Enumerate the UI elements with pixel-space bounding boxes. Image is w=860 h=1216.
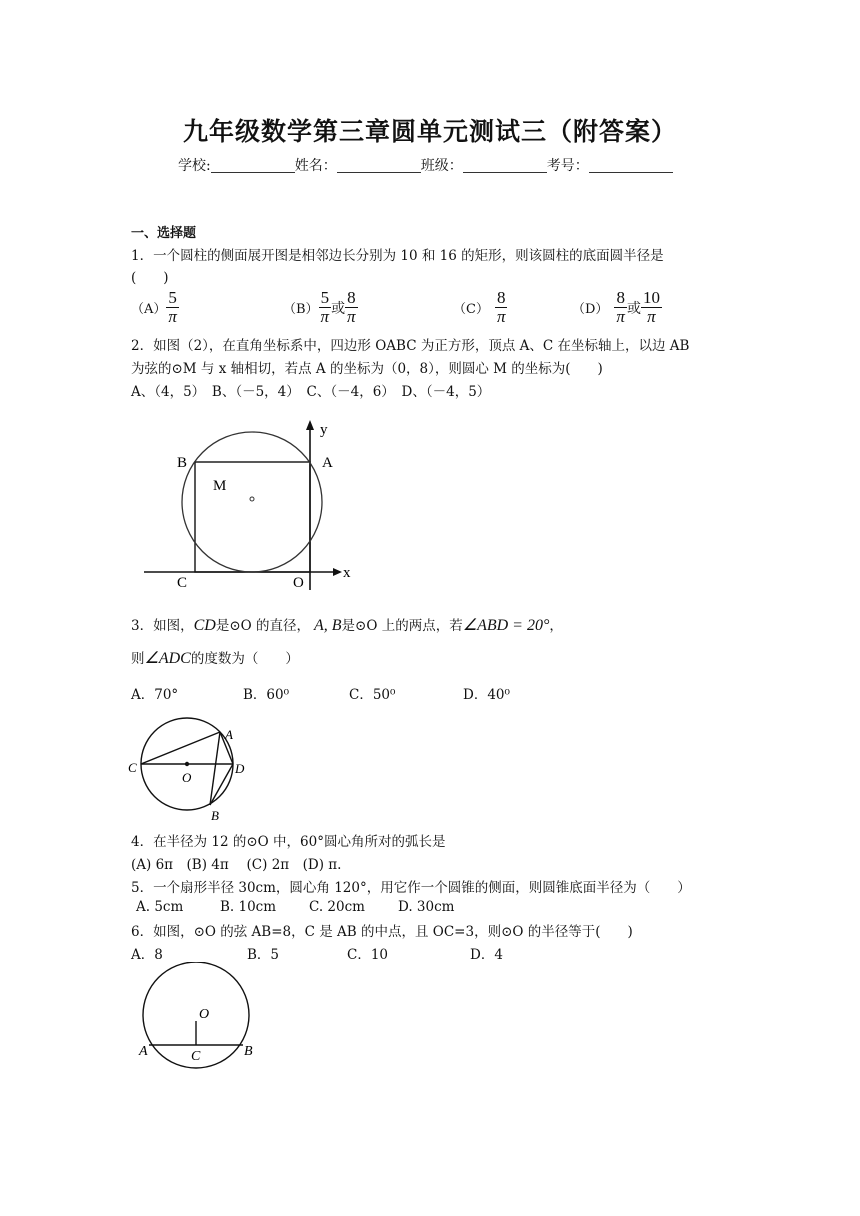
q3-option-b: B．60⁰	[243, 687, 290, 703]
q3-stem-line1	[131, 614, 563, 635]
numerator: 5	[168, 288, 177, 307]
q2-stem-line2: 为弦的⊙M 与 x 轴相切，若点 A 的坐标为（0，8），则圆心 M 的坐标为( )	[131, 361, 603, 377]
y-axis-arrow	[306, 420, 314, 430]
label-o: O	[293, 575, 304, 591]
option-label: （C）	[453, 302, 489, 317]
q2-figure	[130, 410, 370, 600]
name-blank	[337, 158, 421, 173]
numerator: 5	[320, 288, 330, 307]
fraction	[345, 289, 358, 326]
q3-option-c: C．50⁰	[349, 687, 396, 703]
q1-stem-line1: 1．一个圆柱的侧面展开图是相邻边长分别为 10 和 16 的矩形，则该圆柱的底面圆半径是	[131, 248, 664, 264]
page-title: 九年级数学第三章圆单元测试三（附答案）	[182, 117, 677, 146]
q5-option-d: D. 30cm	[398, 899, 455, 915]
denominator: π	[647, 307, 656, 326]
option-label: （B）	[283, 302, 319, 317]
math-cd: CD	[193, 617, 216, 634]
numerator: 8	[347, 288, 356, 307]
math-angle-abd: ∠ABD = 20°	[462, 617, 550, 634]
label-b: B	[244, 1044, 253, 1059]
label-d: D	[235, 761, 245, 776]
label-m: M	[213, 478, 227, 494]
school-label: 学校:	[178, 158, 211, 174]
label-a: A	[139, 1044, 148, 1059]
fraction	[319, 289, 332, 326]
center-o-dot	[185, 762, 189, 766]
q3-mid2: 是⊙O 上的两点，若	[341, 618, 463, 634]
denominator: π	[496, 307, 506, 326]
chord-ca	[141, 732, 220, 764]
q3-line2-pre: 则	[131, 651, 145, 667]
q4-stem: 4．在半径为 12 的⊙O 中，60°圆心角所对的弧长是	[131, 834, 446, 850]
denominator: π	[347, 307, 356, 326]
label-o: O	[182, 770, 192, 785]
label-o: O	[199, 1007, 210, 1022]
circle-m	[182, 432, 322, 572]
label-c: C	[177, 575, 188, 591]
label-x: x	[343, 565, 351, 581]
q5-stem: 5．一个扇形半径 30cm，圆心角 120°，用它作一个圆锥的侧面，则圆锥底面半径为（ ）	[131, 880, 691, 896]
q1-option-d	[572, 289, 662, 326]
q6-option-a: A．8	[131, 947, 163, 963]
q3-prefix: 3．如图，	[131, 618, 194, 634]
q3-end: ，	[549, 618, 563, 634]
q3-option-d: D．40⁰	[463, 687, 510, 703]
q1-option-c	[453, 289, 507, 326]
section-heading: 一、选择题	[131, 226, 197, 241]
student-info-line	[178, 155, 673, 175]
name-label: 姓名：	[294, 158, 337, 174]
label-b: B	[211, 808, 219, 822]
center-m-dot	[250, 497, 254, 501]
fraction	[495, 289, 508, 326]
exam-no-blank	[589, 158, 673, 173]
q6-option-b: B．5	[247, 947, 280, 963]
x-axis-arrow	[333, 568, 342, 576]
math-ab: A, B	[314, 617, 342, 634]
exam-no-label: 考号：	[546, 158, 589, 174]
denominator: π	[320, 307, 330, 326]
label-y: y	[320, 422, 328, 438]
q3-line2-post: 的度数为（ ）	[190, 651, 299, 667]
fraction	[641, 289, 662, 326]
or-text: 或	[331, 300, 346, 317]
q3-figure	[125, 712, 260, 822]
denominator: π	[616, 307, 625, 326]
chord-ab	[210, 732, 220, 805]
q6-option-c: C．10	[347, 947, 389, 963]
school-blank	[211, 158, 295, 173]
fraction	[166, 289, 179, 326]
q6-figure	[132, 962, 267, 1072]
q2-options: A、（4，5） B、（－5，4） C、（－4，6） D、（－4，5）	[131, 384, 491, 400]
q5-option-c: C. 20cm	[309, 899, 365, 915]
label-b: B	[177, 455, 188, 471]
label-c: C	[191, 1049, 201, 1064]
or-text: 或	[626, 300, 641, 317]
q6-option-d: D．4	[470, 947, 503, 963]
q5-option-a: A. 5cm	[136, 899, 184, 915]
fraction	[614, 289, 627, 326]
q3-stem-line2	[131, 647, 299, 668]
q4-options: (A) 6π (B) 4π (C) 2π (D) π.	[131, 857, 342, 873]
class-label: 班级：	[420, 158, 463, 174]
label-a: A	[322, 455, 333, 471]
label-c: C	[128, 760, 137, 775]
label-a: A	[225, 727, 233, 742]
math-angle-adc: ∠ADC	[144, 650, 191, 667]
option-label: （D）	[572, 302, 609, 317]
q1-option-a	[131, 289, 179, 326]
q2-stem-line1: 2．如图（2），在直角坐标系中，四边形 OABC 为正方形，顶点 A、C 在坐标轴上，以边 AB	[131, 338, 690, 354]
numerator: 10	[642, 288, 660, 307]
q1-option-b	[283, 289, 358, 326]
q3-option-a: A．70°	[131, 687, 179, 703]
q6-stem: 6．如图，⊙O 的弦 AB=8，C 是 AB 的中点，且 OC=3，则⊙O 的半径等于( )	[131, 924, 633, 940]
denominator: π	[168, 307, 177, 326]
numerator: 8	[496, 288, 506, 307]
numerator: 8	[616, 288, 625, 307]
option-label: （A）	[131, 302, 167, 317]
q3-mid1: 是⊙O 的直径，	[215, 618, 310, 634]
q5-option-b: B. 10cm	[220, 899, 277, 915]
q1-stem-line2: ( )	[131, 270, 169, 286]
class-blank	[463, 158, 547, 173]
